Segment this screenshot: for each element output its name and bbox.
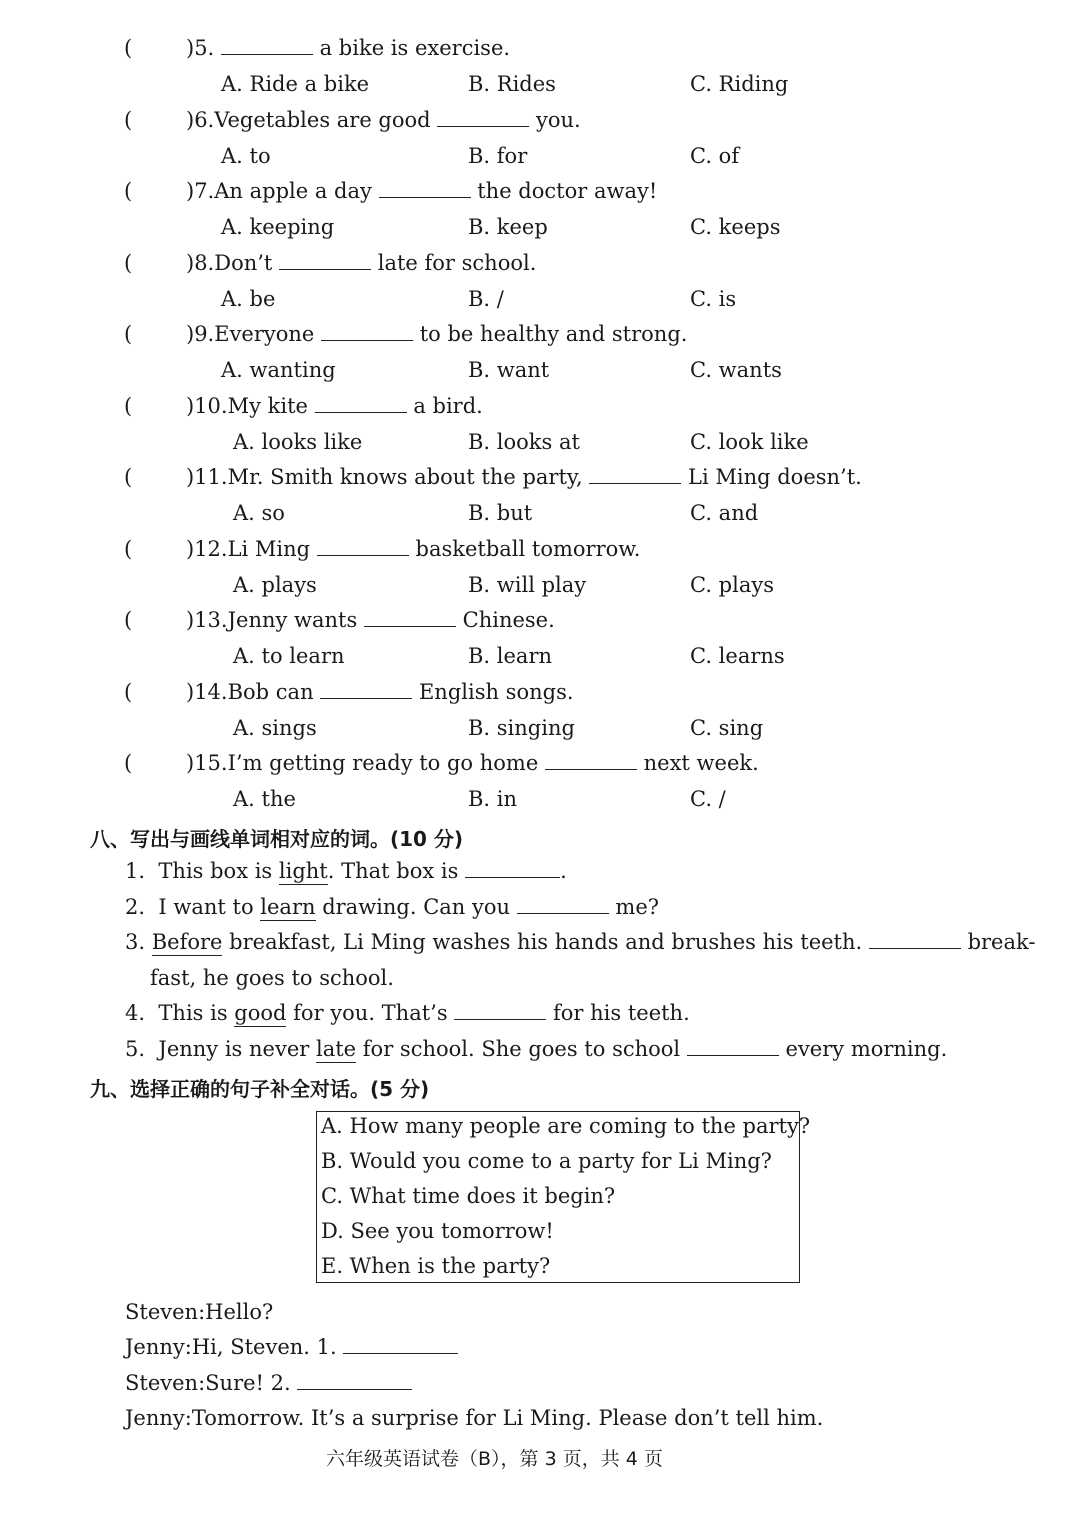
s8-item-1 xyxy=(125,859,567,883)
item-number: 1. xyxy=(125,859,146,883)
question-number: )14. xyxy=(186,680,228,704)
answer-blank[interactable] xyxy=(465,859,560,878)
answer-blank[interactable] xyxy=(379,179,471,198)
s8-item-5 xyxy=(125,1037,947,1061)
underlined-word: light xyxy=(278,859,328,883)
question-stem xyxy=(186,36,510,60)
answer-paren[interactable]: ( xyxy=(124,608,133,632)
answer-paren[interactable]: ( xyxy=(124,537,133,561)
option-b: B. but xyxy=(468,501,533,525)
question-number: )8. xyxy=(186,251,215,275)
item-text: drawing. Can you xyxy=(322,895,511,919)
dialogue-text: Sure! 2. xyxy=(205,1371,291,1395)
underlined-word: Before xyxy=(151,930,223,954)
item-number: 2. xyxy=(125,895,146,919)
option-c: C. plays xyxy=(690,573,774,597)
option-a: A. wanting xyxy=(221,358,336,382)
answer-blank[interactable] xyxy=(687,1037,779,1056)
option-b: B. learn xyxy=(468,644,553,668)
option-a: A. plays xyxy=(233,573,317,597)
option-a: A. be xyxy=(221,287,276,311)
speaker: Jenny: xyxy=(125,1335,192,1359)
answer-blank[interactable] xyxy=(364,608,456,627)
answer-blank[interactable] xyxy=(437,108,529,127)
answer-blank[interactable] xyxy=(343,1335,458,1354)
option-c: C. Riding xyxy=(690,72,789,96)
question-stem xyxy=(186,537,640,561)
speaker: Steven: xyxy=(125,1300,206,1324)
question-text: My kite xyxy=(227,394,308,418)
answer-blank[interactable] xyxy=(297,1371,412,1390)
option-d: D. See you tomorrow! xyxy=(321,1219,554,1243)
item-text: breakfast, Li Ming washes his hands and brushes his teeth. xyxy=(229,930,863,954)
s8-item-3 xyxy=(125,930,1035,954)
answer-blank[interactable] xyxy=(279,251,371,270)
item-text: for school. She goes to school xyxy=(362,1037,681,1061)
section-9-title: 九、选择正确的句子补全对话。(5 分) xyxy=(90,1077,430,1101)
item-text: . That box is xyxy=(327,859,459,883)
options-box xyxy=(316,1111,811,1283)
question-text: English songs. xyxy=(418,680,574,704)
underlined-word: learn xyxy=(260,895,316,919)
question-stem xyxy=(186,608,555,632)
question-number: )15. xyxy=(186,751,228,775)
option-c: C. / xyxy=(690,787,726,811)
question-stem xyxy=(186,179,657,203)
option-a: A. to xyxy=(221,144,271,168)
answer-paren[interactable]: ( xyxy=(124,179,133,203)
option-c: C. look like xyxy=(690,430,809,454)
option-c: C. keeps xyxy=(690,215,781,239)
item-text: break- xyxy=(967,930,1036,954)
section-8-title: 八、写出与画线单词相对应的词。(10 分) xyxy=(90,827,464,851)
question-text: basketball tomorrow. xyxy=(415,537,641,561)
s8-item-4 xyxy=(125,1001,690,1025)
item-text: . xyxy=(560,859,567,883)
question-text: a bird. xyxy=(413,394,483,418)
speaker: Jenny: xyxy=(125,1406,192,1430)
speaker: Steven: xyxy=(125,1371,206,1395)
option-b: B. for xyxy=(468,144,528,168)
question-stem xyxy=(186,751,759,775)
question-text: the doctor away! xyxy=(477,179,658,203)
answer-blank[interactable] xyxy=(545,751,637,770)
option-a: A. the xyxy=(233,787,296,811)
option-b: B. in xyxy=(468,787,518,811)
answer-paren[interactable]: ( xyxy=(124,108,133,132)
question-text: late for school. xyxy=(377,251,537,275)
question-text: Vegetables are good xyxy=(214,108,431,132)
question-text: to be healthy and strong. xyxy=(419,322,688,346)
option-b: B. Rides xyxy=(468,72,556,96)
item-text: This is xyxy=(158,1001,228,1025)
option-a: A. sings xyxy=(233,716,317,740)
answer-blank[interactable] xyxy=(321,322,413,341)
option-a: A. to learn xyxy=(233,644,345,668)
question-text: a bike is exercise. xyxy=(319,36,511,60)
answer-blank[interactable] xyxy=(869,930,961,949)
option-b: B. looks at xyxy=(468,430,580,454)
question-number: )12. xyxy=(186,537,228,561)
option-b: B. want xyxy=(468,358,550,382)
item-text: for his teeth. xyxy=(553,1001,690,1025)
question-text: Bob can xyxy=(227,680,314,704)
option-b: B. singing xyxy=(468,716,575,740)
dialogue-line-2 xyxy=(125,1335,458,1359)
dialogue-line-1 xyxy=(125,1300,273,1324)
item-number: 3. xyxy=(125,930,146,954)
question-text: Don’t xyxy=(214,251,273,275)
question-text: next week. xyxy=(643,751,759,775)
answer-paren[interactable]: ( xyxy=(124,36,133,60)
page-footer: 六年级英语试卷（B），第 3 页，共 4 页 xyxy=(326,1448,663,1470)
dialogue-text: Tomorrow. It’s a surprise for Li Ming. Please don’t tell him. xyxy=(191,1406,824,1430)
option-e: E. When is the party? xyxy=(321,1254,551,1278)
item-text: Jenny is never xyxy=(158,1037,310,1061)
option-b: B. / xyxy=(468,287,504,311)
question-number: )9. xyxy=(186,322,215,346)
option-c: C. learns xyxy=(690,644,785,668)
answer-blank[interactable] xyxy=(589,465,681,484)
answer-paren[interactable]: ( xyxy=(124,251,133,275)
dialogue-line-3 xyxy=(125,1371,412,1395)
question-text: Li Ming xyxy=(227,537,311,561)
question-number: )13. xyxy=(186,608,228,632)
question-text: Jenny wants xyxy=(227,608,358,632)
question-text: you. xyxy=(535,108,581,132)
question-number: )5. xyxy=(186,36,215,60)
option-a: A. so xyxy=(233,501,285,525)
option-a: A. How many people are coming to the party? xyxy=(321,1114,811,1138)
option-c: C. sing xyxy=(690,716,764,740)
question-stem xyxy=(186,465,862,489)
question-text: An apple a day xyxy=(214,179,372,203)
dialogue-text: Hi, Steven. 1. xyxy=(191,1335,337,1359)
question-stem xyxy=(186,322,687,346)
dialogue-text: Hello? xyxy=(205,1300,274,1324)
option-a: A. Ride a bike xyxy=(221,72,370,96)
question-number: )6. xyxy=(186,108,215,132)
question-stem xyxy=(186,394,483,418)
answer-blank[interactable] xyxy=(315,394,407,413)
question-number: )10. xyxy=(186,394,228,418)
question-text: Chinese. xyxy=(462,608,555,632)
option-c: C. and xyxy=(690,501,759,525)
underlined-word: good xyxy=(234,1001,287,1025)
s8-item-2 xyxy=(125,895,659,919)
option-b: B. will play xyxy=(468,573,587,597)
option-c: C. is xyxy=(690,287,737,311)
item-text: for you. That’s xyxy=(293,1001,448,1025)
s8-item-3-continued: fast, he goes to school. xyxy=(150,966,394,990)
answer-paren[interactable]: ( xyxy=(124,680,133,704)
answer-blank[interactable] xyxy=(454,1001,546,1020)
dialogue-line-4 xyxy=(125,1406,823,1430)
item-text: every morning. xyxy=(785,1037,948,1061)
option-b: B. Would you come to a party for Li Ming? xyxy=(321,1149,772,1173)
question-text: Mr. Smith knows about the party, xyxy=(227,465,583,489)
question-stem xyxy=(186,680,574,704)
question-number: )11. xyxy=(186,465,228,489)
option-c: C. wants xyxy=(690,358,782,382)
question-text: I’m getting ready to go home xyxy=(227,751,539,775)
item-text: me? xyxy=(615,895,660,919)
question-text: Everyone xyxy=(214,322,315,346)
answer-paren[interactable]: ( xyxy=(124,394,133,418)
question-stem xyxy=(186,251,536,275)
answer-blank[interactable] xyxy=(317,537,409,556)
option-c: C. of xyxy=(690,144,740,168)
item-number: 4. xyxy=(125,1001,146,1025)
item-number: 5. xyxy=(125,1037,146,1061)
item-text: This box is xyxy=(158,859,273,883)
option-a: A. keeping xyxy=(221,215,335,239)
answer-blank[interactable] xyxy=(517,895,609,914)
option-b: B. keep xyxy=(468,215,548,239)
answer-paren[interactable]: ( xyxy=(124,465,133,489)
question-text: Li Ming doesn’t. xyxy=(688,465,862,489)
question-stem xyxy=(186,108,581,132)
option-a: A. looks like xyxy=(233,430,363,454)
item-text: I want to xyxy=(158,895,254,919)
answer-blank[interactable] xyxy=(320,680,412,699)
option-c: C. What time does it begin? xyxy=(321,1184,616,1208)
answer-paren[interactable]: ( xyxy=(124,751,133,775)
underlined-word: late xyxy=(315,1037,357,1061)
answer-paren[interactable]: ( xyxy=(124,322,133,346)
question-number: )7. xyxy=(186,179,215,203)
answer-blank[interactable] xyxy=(221,36,313,55)
